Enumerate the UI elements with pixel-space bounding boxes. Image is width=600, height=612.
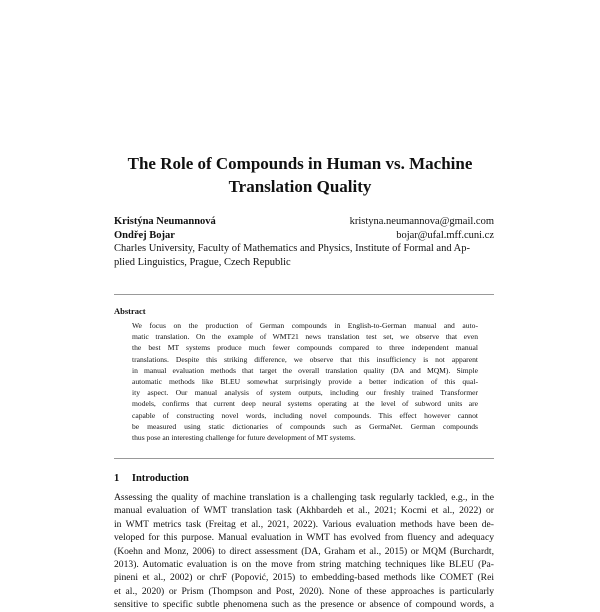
section-title: Introduction	[131, 473, 189, 484]
author-name: Ondřej Bojar	[114, 229, 175, 241]
author-email: bojar@ufal.mff.cuni.cz	[396, 229, 494, 241]
author-block	[114, 215, 494, 269]
section-heading	[114, 473, 189, 484]
abstract-heading: Abstract	[114, 306, 146, 316]
intro-line: manual evaluation of WMT translation task (Akhbardeh et al., 2021; Kocmi et al., 2022) or	[114, 505, 494, 517]
abstract-line: ity aspect. Our manual analysis of system outputs, including our freshly trained Transformer	[132, 388, 478, 398]
affiliation-line-1: Charles University, Faculty of Mathematics and Physics, Institute of Formal and Ap-	[114, 243, 470, 254]
paper-title	[0, 152, 600, 198]
author-email: kristyna.neumannova@gmail.com	[349, 216, 494, 227]
author-row	[114, 229, 494, 243]
abstract-line: capable of constructing novel words, including novel compounds. This effect however cannot	[132, 410, 478, 420]
title-line-1: The Role of Compounds in Human vs. Machine	[127, 154, 473, 173]
title-line-2: Translation Quality	[228, 177, 372, 196]
intro-line: pineni et al., 2002) or chrF (Popović, 2015) to embedding-based methods like COMET (Rei	[114, 572, 494, 584]
intro-line: et al., 2020) or Prism (Thompson and Post, 2020). None of these approaches is particularly	[114, 585, 494, 597]
intro-line: 2013). Automatic evaluation is on the move from string matching techniques like BLEU (Pa-	[114, 559, 494, 571]
abstract-line: the best MT systems produce much fewer compounds compared to three independent manual	[132, 343, 478, 353]
abstract-line: automatic methods like BLEU somewhat surprisingly provide a better indication of this qual-	[132, 377, 478, 387]
abstract-line: in manual evaluation methods that target the overall translation quality (DA and MQM). Simple	[132, 365, 478, 375]
intro-line: sensitive to specific subtle phenomena such as the presence or absence of compound words, a	[114, 599, 494, 611]
intro-line: in WMT metrics task (Freitag et al., 2021, 2022). Various evaluation methods have been de-	[114, 518, 494, 530]
affiliation-line-2: plied Linguistics, Prague, Czech Republic	[114, 256, 291, 268]
abstract-line: models, confirms that current deep neural systems operating at the level of subword units are	[132, 399, 478, 409]
intro-line: Assessing the quality of machine translation is a challenging task regularly tackled, e.g., in the	[114, 492, 494, 503]
abstract-line: thus pose an interesting challenge for future development of MT systems.	[132, 433, 356, 443]
intro-line: veloped for this purpose. Manual evaluation in WMT has evolved from fluency and adequacy	[114, 532, 494, 544]
intro-paragraph	[114, 491, 494, 612]
author-row	[114, 215, 494, 229]
intro-line: (Koehn and Monz, 2006) to direct assessment (DA, Graham et al., 2015) or MQM (Burchardt,	[114, 545, 494, 557]
section-number: 1	[114, 473, 120, 484]
abstract-line: be measured using static dictionaries of compounds such as GermaNet. German compounds	[132, 421, 478, 431]
abstract-line: translations. Despite this striking difference, we observe that this insufficiency is not apparent	[132, 354, 478, 364]
abstract-line: We focus on the production of German compounds in English-to-German manual and auto-	[132, 321, 478, 330]
abstract-body	[132, 320, 478, 443]
abstract-bottom-rule	[114, 458, 494, 459]
abstract-top-rule	[114, 294, 494, 295]
abstract-line: matic translation. On the example of WMT21 news translation test set, we observe that even	[132, 332, 478, 342]
author-name: Kristýna Neumannová	[114, 216, 216, 227]
